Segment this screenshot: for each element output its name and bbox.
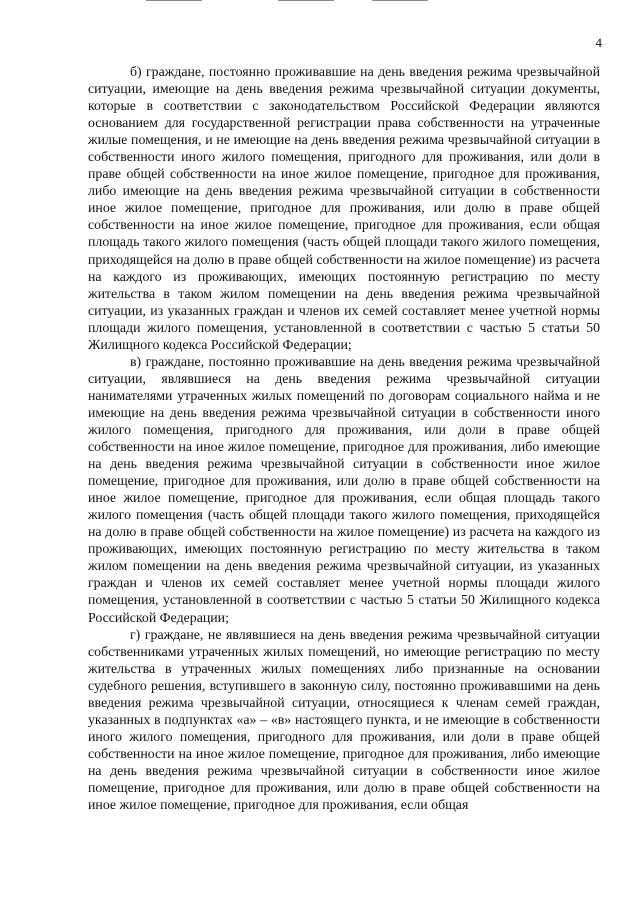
scan-mark	[146, 0, 202, 1]
scan-top-marks	[0, 0, 636, 4]
paragraph-v: в) граждане, постоянно проживавшие на день введения режима чрезвычайной ситуации, являвшиеся на день введения режима чрезвычайной ситуации нанимателями утраченных жилых помещений по договорам социального найма и не имеющие на день введения режима чрезвычайной ситуации в собственности иного жилого помещения, пригодного для проживания, или доли в праве общей собственности на иное жилое помещение, пригодное для проживания, либо имеющие на день введения режима чрезвычайной ситуации в собственности иное жилое помещение, пригодное для проживания, или долю в праве общей собственности на иное жилое помещение, пригодное для проживания, если общая площадь такого жилого помещения (часть общей площади такого жилого помещения, приходящейся на долю в праве общей собственности на жилое помещение) из расчета на каждого из проживающих, имеющих постоянную регистрацию по месту жительства в таком жилом помещении на день введения режима чрезвычайной ситуации, из указанных граждан и членов их семей составляет менее учетной нормы площади жилого помещения, установленной в соответствии с частью 5 статьи 50 Жилищного кодекса Российской Федерации;	[88, 353, 600, 625]
paragraph-b: б) граждане, постоянно проживавшие на день введения режима чрезвычайной ситуации, имеющие на день введения режима чрезвычайной ситуации документы, которые в соответствии с законодательством Российской Федерации являются основанием для государственной регистрации права собственности на утраченные жилые помещения, и не имеющие на день введения режима чрезвычайной ситуации в собственности иного жилого помещения, пригодного для проживания, или доли в праве общей собственности на иное жилое помещение, пригодное для проживания, либо имеющие на день введения режима чрезвычайной ситуации в собственности иное жилое помещение, пригодное для проживания, или долю в праве общей собственности на иное жилое помещение, пригодное для проживания, если общая площадь такого жилого помещения (часть общей площади такого жилого помещения, приходящейся на долю в праве общей собственности на жилое помещение) из расчета на каждого из проживающих, имеющих постоянную регистрацию по месту жительства в таком жилом помещении на день введения режима чрезвычайной ситуации, из указанных граждан и членов их семей составляет менее учетной нормы площади жилого помещения, установленной в соответствии с частью 5 статьи 50 Жилищного кодекса Российской Федерации;	[88, 64, 600, 352]
page-number: 4	[595, 35, 602, 50]
scan-mark	[278, 0, 334, 1]
scan-mark	[372, 0, 428, 1]
paragraph-g: г) граждане, не являвшиеся на день введения режима чрезвычайной ситуации собственниками утраченных жилых помещений, но имеющие регистрацию по месту жительства в утраченных жилых помещениях либо признанные на основании судебного решения, вступившего в законную силу, постоянно проживавшими на день введения режима чрезвычайной ситуации, относящиеся к членам семей граждан, указанных в подпунктах «а» – «в» настоящего пункта, и не имеющие в собственности иного жилого помещения, пригодного для проживания, или доли в праве общей собственности на иное жилое помещение, пригодное для проживания, либо имеющие на день введения режима чрезвычайной ситуации в собственности иное жилое помещение, пригодное для проживания, или долю в праве общей собственности на иное жилое помещение, пригодное для проживания, если общая	[88, 626, 600, 813]
document-body	[88, 63, 600, 813]
